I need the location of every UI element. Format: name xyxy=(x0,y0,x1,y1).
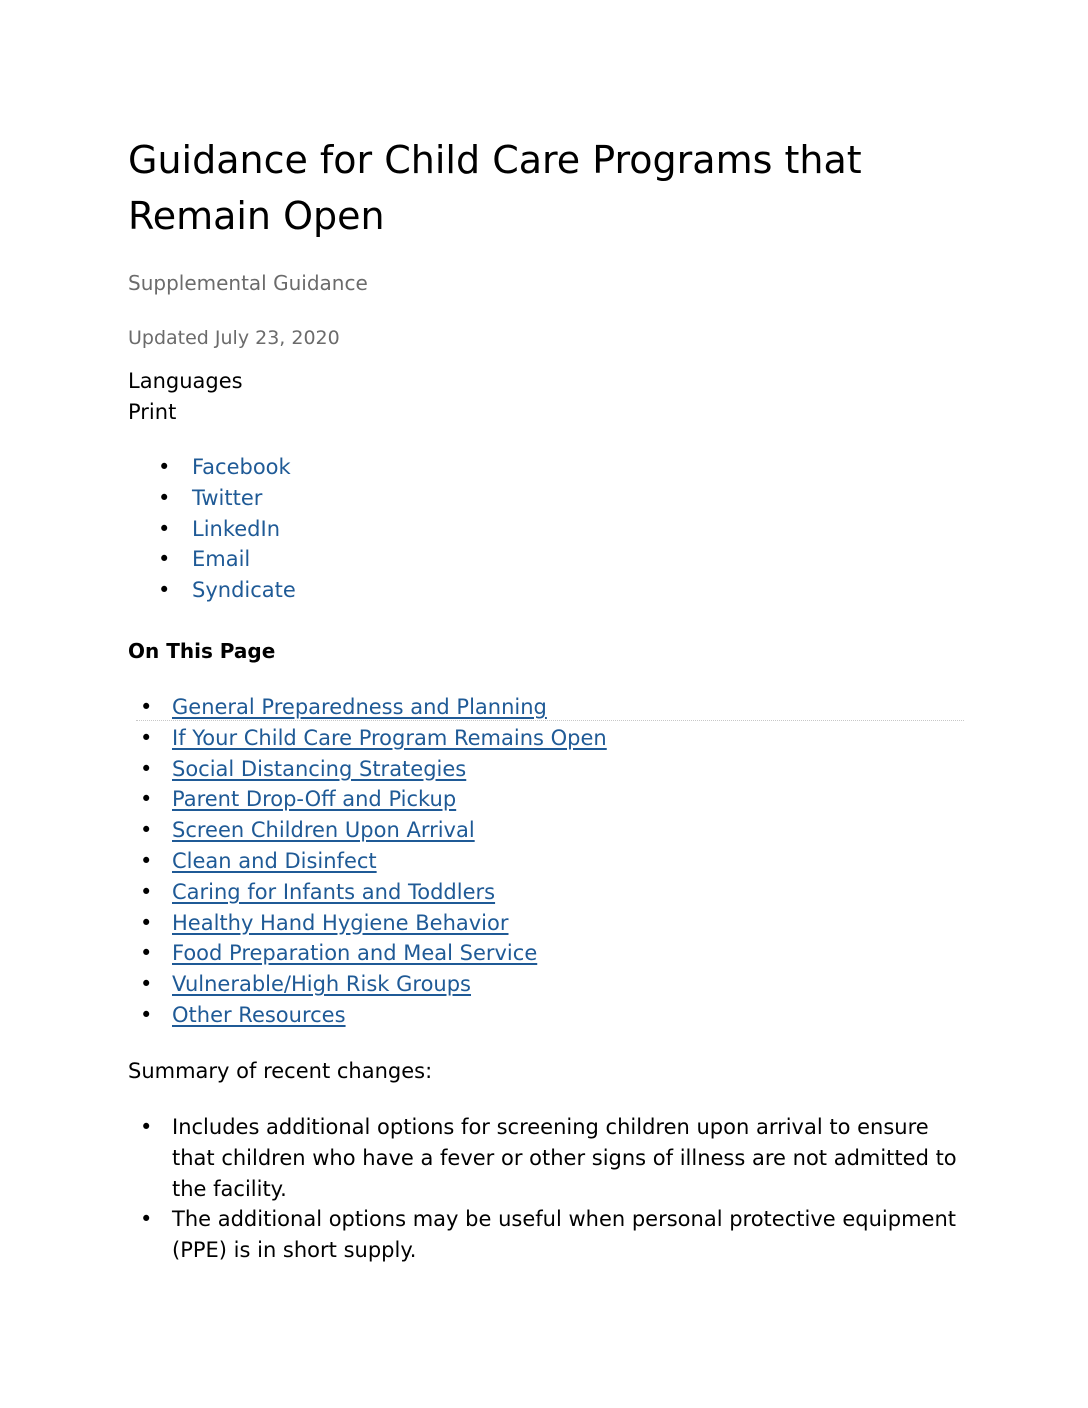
toc-item xyxy=(128,723,968,754)
bullet-icon: • xyxy=(158,578,171,603)
print-link[interactable]: Print xyxy=(128,400,177,424)
summary-heading: Summary of recent changes: xyxy=(128,1059,433,1083)
share-item-linkedin xyxy=(128,514,296,545)
change-item xyxy=(128,1204,962,1266)
bullet-icon: • xyxy=(140,1115,153,1139)
toc-item xyxy=(128,969,968,1000)
change-item-text: The additional options may be useful when personal protective equipment (PPE) is in short supply. xyxy=(172,1207,956,1263)
bullet-icon: • xyxy=(140,756,153,781)
bullet-icon: • xyxy=(158,485,171,510)
bullet-icon: • xyxy=(140,910,153,935)
bullet-icon: • xyxy=(158,547,171,572)
toc-item xyxy=(128,877,968,908)
share-list xyxy=(128,452,296,606)
page-title: Guidance for Child Care Programs that Remain Open xyxy=(128,138,862,238)
toc-item xyxy=(128,692,968,723)
share-item-twitter xyxy=(128,483,296,514)
languages-link[interactable]: Languages xyxy=(128,369,243,393)
share-item-facebook xyxy=(128,452,296,483)
bullet-icon: • xyxy=(140,1207,153,1232)
toc-item xyxy=(128,908,968,939)
share-link-linkedin[interactable]: LinkedIn xyxy=(192,516,281,541)
page-subtitle: Supplemental Guidance xyxy=(128,271,368,295)
on-this-page-list xyxy=(128,692,968,1031)
toc-link-general-preparedness[interactable]: General Preparedness and Planning xyxy=(172,695,547,719)
bullet-icon: • xyxy=(140,818,153,843)
bullet-icon: • xyxy=(140,695,153,719)
updated-date: Updated July 23, 2020 xyxy=(128,327,340,349)
change-item-text: Includes additional options for screening children upon arrival to ensure that children who have a fever or other signs of illness are not admitted to the facility. xyxy=(172,1115,957,1201)
toc-item xyxy=(128,784,968,815)
change-item xyxy=(128,1112,962,1204)
bullet-icon: • xyxy=(158,455,171,479)
toc-item xyxy=(128,846,968,877)
bullet-icon: • xyxy=(140,787,153,812)
toc-item xyxy=(128,754,968,785)
toc-link-clean-disinfect[interactable]: Clean and Disinfect xyxy=(172,848,377,873)
share-link-syndicate[interactable]: Syndicate xyxy=(192,578,296,603)
toc-link-food-preparation[interactable]: Food Preparation and Meal Service xyxy=(172,941,538,966)
share-item-syndicate xyxy=(128,575,296,606)
toc-link-drop-off-pickup[interactable]: Parent Drop-Off and Pickup xyxy=(172,787,457,812)
bullet-icon: • xyxy=(158,516,171,541)
bullet-icon: • xyxy=(140,848,153,873)
toc-link-social-distancing[interactable]: Social Distancing Strategies xyxy=(172,756,467,781)
bullet-icon: • xyxy=(140,725,153,750)
toc-link-program-remains-open[interactable]: If Your Child Care Program Remains Open xyxy=(172,725,607,750)
toc-link-hand-hygiene[interactable]: Healthy Hand Hygiene Behavior xyxy=(172,910,509,935)
toc-item xyxy=(128,1000,968,1031)
toc-link-high-risk-groups[interactable]: Vulnerable/High Risk Groups xyxy=(172,972,471,997)
bullet-icon: • xyxy=(140,972,153,997)
bullet-icon: • xyxy=(140,941,153,966)
toc-item xyxy=(128,815,968,846)
recent-changes-list xyxy=(128,1112,968,1266)
toc-link-infants-toddlers[interactable]: Caring for Infants and Toddlers xyxy=(172,879,496,904)
toc-link-other-resources[interactable]: Other Resources xyxy=(172,1002,346,1027)
on-this-page-heading: On This Page xyxy=(128,639,276,663)
toc-item xyxy=(128,938,968,969)
share-link-facebook[interactable]: Facebook xyxy=(192,455,291,479)
share-link-twitter[interactable]: Twitter xyxy=(192,485,263,510)
bullet-icon: • xyxy=(140,879,153,904)
bullet-icon: • xyxy=(140,1002,153,1027)
share-item-email xyxy=(128,544,296,575)
toc-link-screen-children[interactable]: Screen Children Upon Arrival xyxy=(172,818,475,843)
share-link-email[interactable]: Email xyxy=(192,547,251,572)
